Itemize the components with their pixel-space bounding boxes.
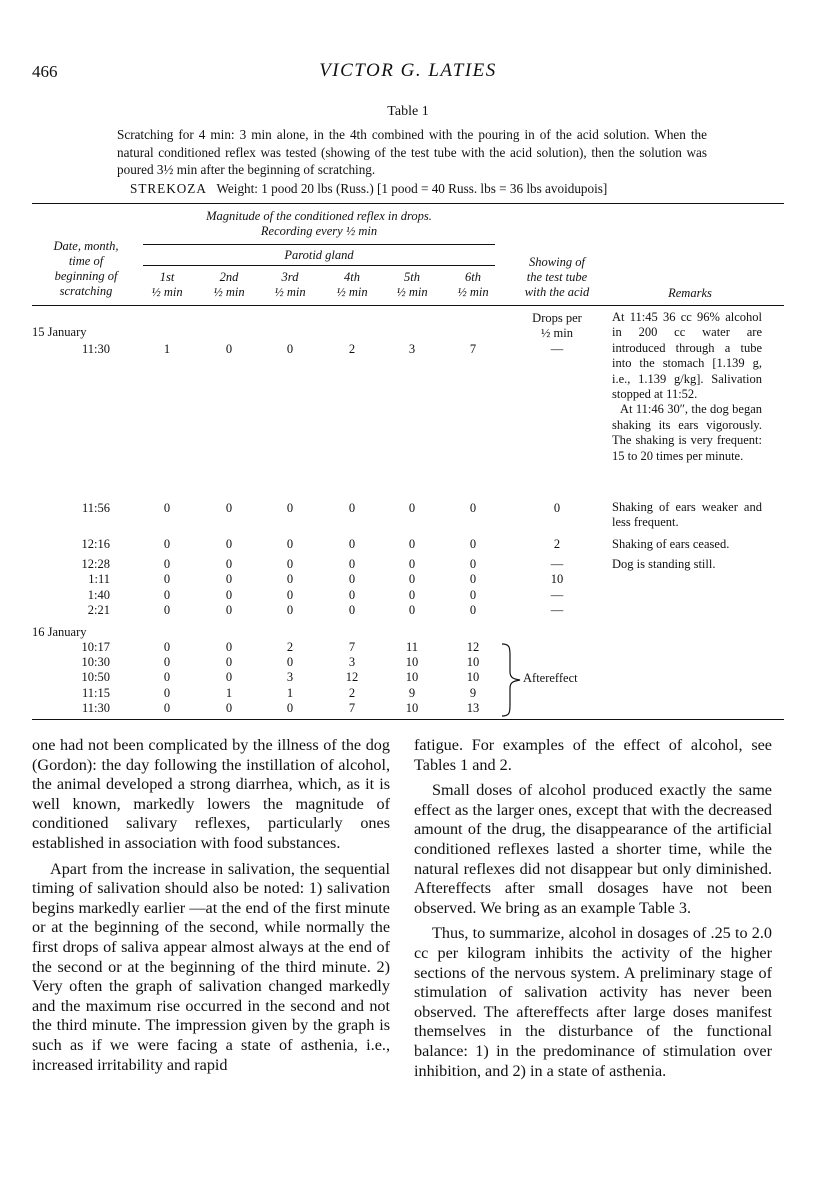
value-cell: 10 [466, 670, 480, 684]
interval-header-6 [451, 270, 495, 300]
interval-unit: ½ min [457, 285, 489, 299]
value-cell: 2 [286, 640, 294, 654]
magnitude-rule [143, 244, 495, 245]
value-cell: 0 [469, 603, 477, 617]
value-cell: 0 [225, 701, 233, 715]
showing-header-line: with the acid [524, 285, 590, 299]
value-cell: 0 [163, 686, 171, 700]
showing-cell: — [550, 342, 564, 356]
value-cell: 3 [286, 670, 294, 684]
remark-text: At 11:45 36 cc 96% alcohol in 200 cc water are introduced through a tube into the stomach [1.139 g, i.e., 1.139 g/kg]. Salivation stopped at 11:52. [612, 310, 762, 402]
value-cell: 0 [225, 572, 233, 586]
value-cell: 2 [348, 686, 356, 700]
date-header-line: beginning of [54, 269, 118, 283]
value-cell: 0 [286, 701, 294, 715]
value-cell: 0 [408, 588, 416, 602]
interval-unit: ½ min [151, 285, 183, 299]
body-left-column [32, 736, 390, 1075]
value-cell: 0 [348, 572, 356, 586]
date-header-line: time of [68, 254, 104, 268]
time-cell: 11:56 [81, 501, 110, 515]
showing-cell: 2 [553, 537, 561, 551]
value-cell: 10 [405, 655, 419, 669]
drops-per-line: Drops per [532, 311, 582, 325]
remarks-column-header: Remarks [668, 286, 712, 300]
time-cell: 12:28 [81, 557, 110, 571]
value-cell: 0 [469, 557, 477, 571]
body-paragraph: Thus, to summarize, alcohol in dosages of .25 to 2.0 cc per kilogram inhibits the activity of the higher sections of the nervous system. A preliminary stage of stimulation of salivation activity has never been observed. The aftereffects after large doses manifest themselves in the disturbance of the functional balance: 1) in the predominance of stimulation over inhibition, and 2) in a state of asthenia. [414, 924, 772, 1080]
value-cell: 0 [408, 603, 416, 617]
interval-ordinal: 6th [465, 270, 481, 284]
value-cell: 10 [405, 701, 419, 715]
value-cell: 10 [466, 655, 480, 669]
value-cell: 1 [225, 686, 233, 700]
value-cell: 10 [405, 670, 419, 684]
value-cell: 7 [348, 701, 356, 715]
page-number: 466 [32, 62, 58, 81]
body-paragraph: fatigue. For examples of the effect of alcohol, see Tables 1 and 2. [414, 736, 772, 774]
parotid-rule [143, 265, 495, 266]
value-cell: 0 [163, 588, 171, 602]
interval-header-4 [330, 270, 374, 300]
value-cell: 0 [469, 572, 477, 586]
value-cell: 9 [469, 686, 477, 700]
time-cell: 11:15 [81, 686, 110, 700]
interval-ordinal: 1st [159, 270, 175, 284]
remark-alcohol [612, 310, 762, 464]
interval-header-5 [390, 270, 434, 300]
date-column-header [36, 239, 136, 299]
showing-cell: 10 [550, 572, 564, 586]
value-cell: 0 [163, 537, 171, 551]
value-cell: 0 [348, 501, 356, 515]
value-cell: 0 [348, 603, 356, 617]
value-cell: 0 [163, 557, 171, 571]
showing-cell: — [550, 557, 564, 571]
aftereffect-brace [496, 642, 526, 718]
showing-header-line: the test tube [526, 270, 588, 284]
table-title: Table 1 [387, 104, 429, 119]
table-caption [117, 126, 707, 179]
value-cell: 0 [163, 640, 171, 654]
time-cell: 1:11 [88, 572, 110, 586]
remark-text: At 11:46 30″, the dog began shaking its ears vigorously. The shaking is very frequent: 15 to 20 times per minute. [612, 402, 762, 463]
value-cell: 3 [348, 655, 356, 669]
value-cell: 0 [408, 537, 416, 551]
body-paragraph: Apart from the increase in salivation, the sequential timing of salivation should also be noted: 1) salivation begins markedly earlier —at the end of the first minute or at the beginning of the second, while normally the first drops of saliva appear almost always at the end of the second or at the beginning of the third minute. 2) Very often the graph of salivation changed markedly and the maximum rise occurred in the second and not the third minute. The impression given by the graph is such as if we were facing a state of asthenia, i.e., increased irritability and rapid [32, 859, 390, 1074]
value-cell: 0 [348, 557, 356, 571]
interval-ordinal: 3rd [281, 270, 299, 284]
value-cell: 0 [286, 557, 294, 571]
parotid-header: Parotid gland [284, 248, 354, 262]
date-label: 15 January [32, 325, 87, 339]
magnitude-header-line: Magnitude of the conditioned reflex in drops. [206, 209, 432, 223]
remark-ceased: Shaking of ears ceased. [612, 537, 730, 551]
value-cell: 0 [469, 537, 477, 551]
value-cell: 0 [225, 537, 233, 551]
value-cell: 12 [466, 640, 480, 654]
value-cell: 0 [225, 588, 233, 602]
value-cell: 0 [348, 588, 356, 602]
value-cell: 0 [225, 640, 233, 654]
value-cell: 0 [225, 557, 233, 571]
value-cell: 0 [286, 501, 294, 515]
time-cell: 2:21 [87, 603, 110, 617]
value-cell: 0 [408, 572, 416, 586]
showing-cell: — [550, 588, 564, 602]
value-cell: 0 [163, 701, 171, 715]
body-paragraph: one had not been complicated by the illness of the dog (Gordon): the day following the instillation of alcohol, the animal developed a strong diarrhea, which, as it is well known, markedly lowers the magnitude of conditioned salivary reflexes, particularly ones established in association with food substances. [32, 736, 390, 852]
value-cell: 0 [286, 572, 294, 586]
value-cell: 0 [286, 655, 294, 669]
value-cell: 7 [348, 640, 356, 654]
value-cell: 0 [225, 655, 233, 669]
value-cell: 13 [466, 701, 480, 715]
interval-ordinal: 2nd [219, 270, 239, 284]
value-cell: 1 [286, 686, 294, 700]
value-cell: 1 [163, 342, 171, 356]
value-cell: 0 [163, 670, 171, 684]
value-cell: 0 [225, 342, 233, 356]
value-cell: 0 [286, 603, 294, 617]
time-cell: 12:16 [81, 537, 110, 551]
interval-unit: ½ min [274, 285, 306, 299]
body-paragraph: Small doses of alcohol produced exactly the same effect as the larger ones, except that with the decreased amount of the drug, the disappearance of the artificial conditioned reflexes lasted a shorter time, while the natural reflexes did not disappear but only diminished. Aftereffects after small dosages have not been observed. We bring as an example Table 3. [414, 781, 772, 917]
interval-unit: ½ min [396, 285, 428, 299]
value-cell: 0 [286, 537, 294, 551]
drops-per-line: ½ min [541, 326, 573, 340]
value-cell: 0 [348, 537, 356, 551]
value-cell: 0 [163, 603, 171, 617]
body-right-column [414, 736, 772, 1081]
value-cell: 0 [225, 670, 233, 684]
value-cell: 2 [348, 342, 356, 356]
value-cell: 0 [408, 557, 416, 571]
value-cell: 0 [469, 501, 477, 515]
table-top-rule [32, 203, 784, 204]
subject-info: Weight: 1 pood 20 lbs (Russ.) [1 pood = 40 Russ. lbs = 36 lbs avoidupois] [216, 181, 608, 196]
value-cell: 0 [469, 588, 477, 602]
value-cell: 7 [469, 342, 477, 356]
time-cell: 10:17 [81, 640, 110, 654]
table-caption-text: Scratching for 4 min: 3 min alone, in the 4th combined with the pouring in of the acid solution. When the natural conditioned reflex was tested (showing of the test tube with the acid solution), then the solution was poured 3½ min after the beginning of scratching. [117, 127, 707, 177]
value-cell: 0 [286, 588, 294, 602]
subject-name: STREKOZA [130, 181, 207, 196]
interval-ordinal: 5th [404, 270, 420, 284]
interval-unit: ½ min [336, 285, 368, 299]
showing-cell: — [550, 603, 564, 617]
magnitude-header-line: Recording every ½ min [260, 224, 378, 238]
showing-cell: 0 [553, 501, 561, 515]
value-cell: 0 [163, 572, 171, 586]
remark-standing: Dog is standing still. [612, 557, 716, 571]
aftereffect-label: Aftereffect [523, 671, 578, 685]
header-bottom-rule [32, 305, 784, 306]
value-cell: 11 [405, 640, 419, 654]
date-header-line: Date, month, [53, 239, 119, 253]
value-cell: 0 [163, 501, 171, 515]
magnitude-header [143, 209, 495, 239]
showing-header-line: Showing of [529, 255, 585, 269]
value-cell: 0 [408, 501, 416, 515]
table-bottom-rule [32, 719, 784, 720]
value-cell: 0 [286, 342, 294, 356]
interval-unit: ½ min [213, 285, 245, 299]
interval-ordinal: 4th [344, 270, 360, 284]
value-cell: 0 [225, 603, 233, 617]
time-cell: 11:30 [81, 701, 110, 715]
time-cell: 11:30 [81, 342, 110, 356]
time-cell: 1:40 [87, 588, 110, 602]
date-label: 16 January [32, 625, 87, 639]
value-cell: 0 [163, 655, 171, 669]
showing-column-header [505, 255, 609, 300]
value-cell: 0 [225, 501, 233, 515]
remark-weaker: Shaking of ears weaker and less frequent. [612, 500, 762, 530]
time-cell: 10:50 [81, 670, 110, 684]
interval-header-2 [207, 270, 251, 300]
value-cell: 9 [408, 686, 416, 700]
drops-per-label [515, 311, 599, 341]
value-cell: 3 [408, 342, 416, 356]
table-subject [130, 181, 740, 197]
running-head: VICTOR G. LATIES [319, 60, 497, 81]
value-cell: 12 [345, 670, 359, 684]
interval-header-3 [268, 270, 312, 300]
interval-header-1 [147, 270, 187, 300]
date-header-line: scratching [59, 284, 113, 298]
time-cell: 10:30 [81, 655, 110, 669]
